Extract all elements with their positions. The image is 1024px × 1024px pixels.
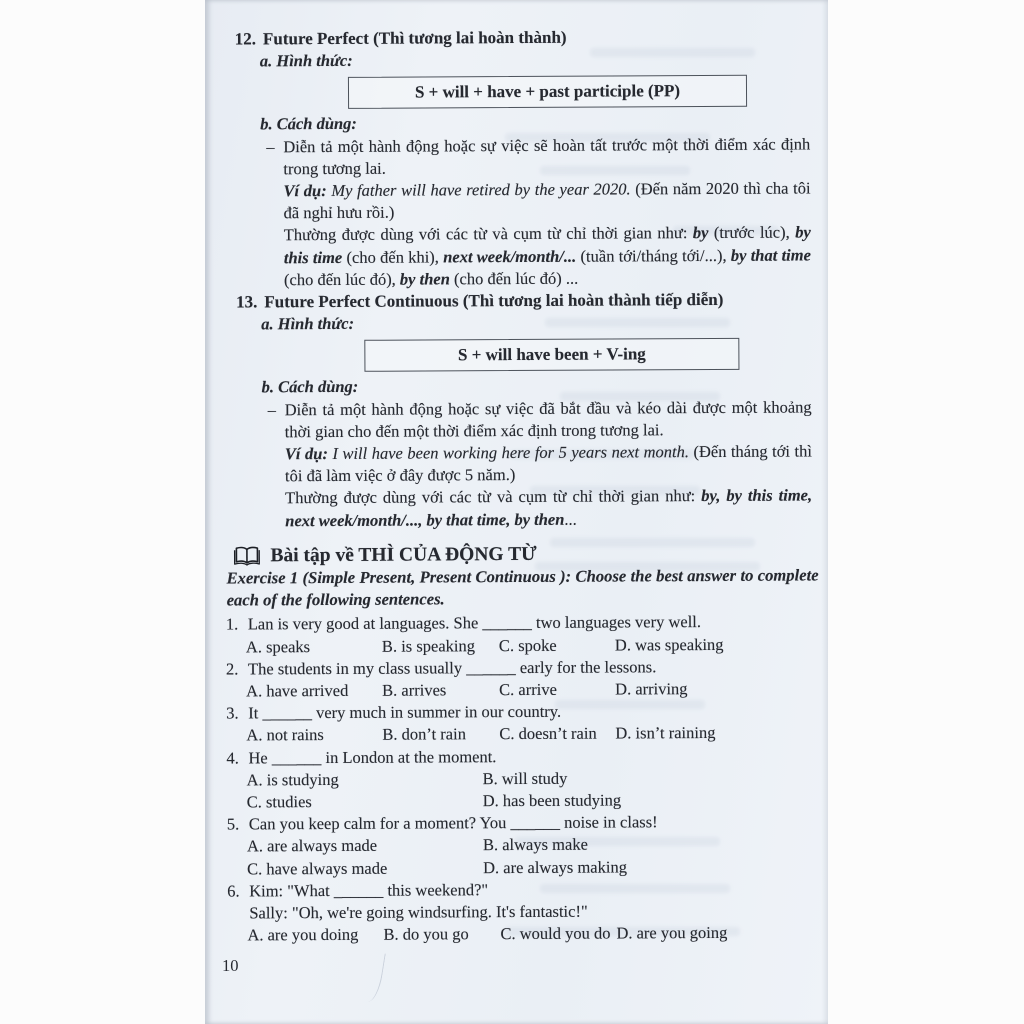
option-a: A. is studying [246, 769, 339, 790]
usage-label: b. Cách dùng: [260, 114, 357, 134]
bullet-text: Diễn tả một hành động hoặc sự việc đã bắt đầu và kéo dài được một khoảng thời gian cho đến một thời điểm xác định trong tương lai. [284, 397, 812, 442]
question-number: 6. [227, 881, 240, 901]
option-d: D. has been studying [482, 790, 622, 811]
option-d: D. isn’t raining [615, 723, 716, 743]
question-text: Sally: "Oh, we're going windsurfing. It's fantastic!" [249, 901, 588, 923]
formula-text: S + will have been + V-ing [457, 344, 646, 365]
option-d: D. was speaking [614, 634, 724, 655]
question-text: Kim: "What ______ this weekend?" [249, 879, 489, 901]
options-row [207, 922, 828, 947]
option-b: B. don’t rain [382, 724, 466, 745]
question-number: 3. [226, 703, 239, 723]
options-row [207, 788, 828, 813]
question-1 [206, 611, 828, 636]
bullet-dash: – [267, 399, 276, 419]
options-row [207, 766, 828, 791]
option-d: D. are always making [483, 857, 627, 877]
formula-box [348, 75, 747, 109]
section-12-heading [205, 25, 826, 50]
option-c: C. spoke [498, 635, 557, 655]
section-13-heading [205, 288, 827, 313]
example-paragraph: Ví dụ: I will have been working here for 5 years next month. (Đến tháng tới thì tôi đã làm việc ở đây được 5 năm.) [284, 441, 812, 486]
option-a: A. speaks [245, 636, 311, 657]
formula-text: S + will + have + past participle (PP) [414, 81, 681, 102]
time-words-paragraph: Thường được dùng với các từ và cụm từ chỉ thời gian như: by, by this time, next week/month/..., by that time, by then... [285, 485, 813, 530]
question-number: 1. [225, 614, 239, 634]
bullet-text: Diễn tả một hành động hoặc sự việc sẽ hoàn tất trước một thời điểm xác định trong tương lai. [283, 134, 811, 179]
section-number: 13. [236, 292, 258, 312]
options-row [206, 633, 828, 658]
options-row [207, 833, 828, 858]
option-a: A. not rains [246, 725, 324, 745]
usage-bullet [205, 396, 828, 444]
option-b: B. do you go [383, 924, 469, 944]
question-6 [207, 877, 828, 902]
options-row [206, 677, 828, 702]
time-words-paragraph: Thường được dùng với các từ và cụm từ chỉ thời gian như: by (trước lúc), by this time (cho đến khi), next week/month/... (tuần tới/tháng tới/...), by that time (cho đến lúc đó), by then (cho đến lúc đó) ... [283, 222, 811, 290]
form-label: a. Hình thức: [261, 314, 355, 334]
question-text: The students in my class usually ______ early for the lessons. [247, 657, 657, 679]
option-c: C. would you do [500, 923, 611, 944]
question-6-line-2 [207, 899, 828, 924]
options-row [206, 722, 828, 747]
option-c: C. studies [246, 792, 312, 812]
option-b: B. is speaking [381, 635, 476, 656]
exercises-heading [205, 542, 828, 567]
option-b: B. always make [482, 835, 588, 855]
page-number: 10 [222, 956, 239, 975]
option-c: C. have always made [247, 858, 388, 879]
option-c: C. doesn’t rain [499, 724, 597, 744]
scan-scratch-artifact [361, 951, 386, 1003]
option-a: A. are always made [246, 836, 378, 856]
option-c: C. arrive [499, 679, 557, 700]
question-text: Can you keep calm for a moment? You ______ noise in class! [248, 812, 658, 834]
exercise-1-instructions: Exercise 1 (Simple Present, Present Continuous ): Choose the best answer to complete each of the following sentences. [226, 565, 819, 610]
form-label: a. Hình thức: [259, 51, 353, 71]
question-2 [206, 655, 828, 680]
section-title: Future Perfect Continuous (Thì tương lai hoàn thành tiếp diễn) [264, 289, 724, 312]
option-b: B. arrives [382, 680, 447, 700]
option-b: B. will study [482, 768, 568, 789]
question-5 [207, 811, 828, 836]
open-book-icon [233, 546, 260, 567]
section-number: 12. [234, 29, 257, 49]
option-a: A. are you doing [247, 925, 359, 945]
question-number: 2. [225, 659, 239, 679]
bullet-dash: – [266, 136, 275, 156]
section-title: Future Perfect (Thì tương lai hoàn thành) [262, 27, 567, 49]
question-text: Lan is very good at languages. She ______ two languages very well. [247, 612, 702, 634]
formula-box [364, 338, 739, 372]
option-d: D. are you going [616, 923, 728, 943]
example-paragraph: Ví dụ: My father will have retired by the year 2020. (Đến năm 2020 thì cha tôi đã nghỉ hưu rồi.) [283, 178, 811, 223]
option-d: D. arriving [615, 679, 688, 699]
question-text: It ______ very much in summer in our country. [248, 702, 562, 723]
question-text: He ______ in London at the moment. [248, 746, 497, 768]
question-3 [206, 700, 828, 725]
question-number: 4. [226, 748, 239, 768]
options-row [207, 855, 828, 880]
question-number: 5. [226, 814, 240, 834]
option-a: A. have arrived [246, 680, 349, 701]
usage-bullet [205, 133, 826, 181]
book-page [205, 0, 828, 1024]
question-4 [206, 744, 828, 769]
exercises-heading-text: Bài tập về THÌ CỦA ĐỘNG TỪ [270, 543, 537, 567]
usage-label: b. Cách dùng: [261, 377, 359, 397]
page-content [205, 0, 828, 947]
